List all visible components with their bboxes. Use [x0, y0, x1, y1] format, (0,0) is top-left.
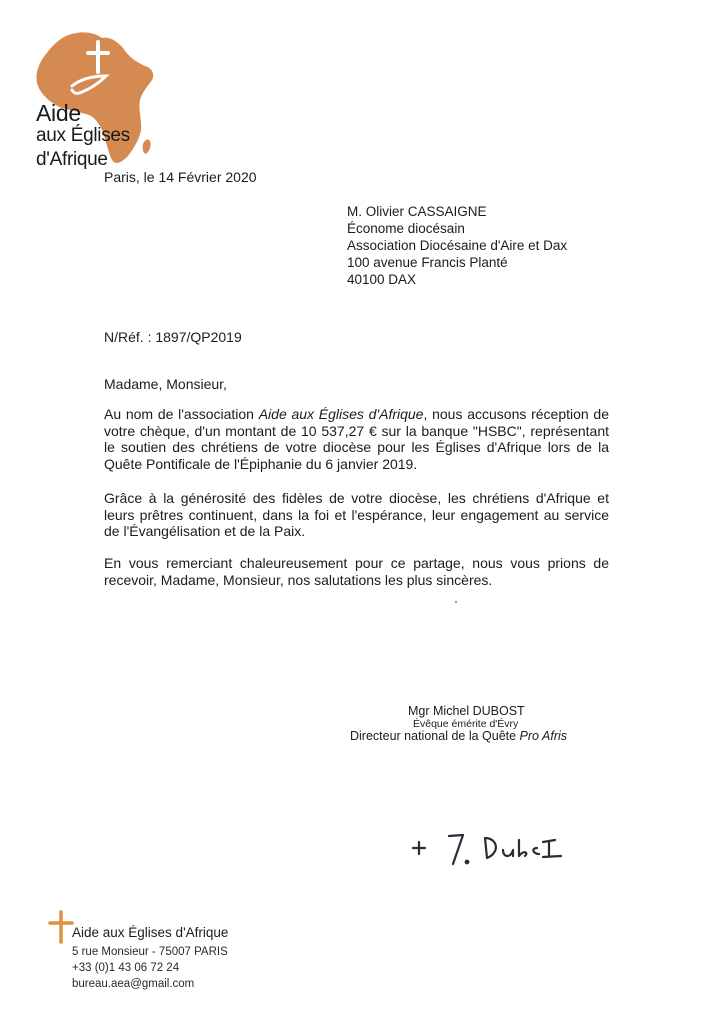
recipient-line: Économe diocésain	[347, 221, 465, 236]
signature-graphic	[405, 826, 575, 876]
signatory-name: Mgr Michel DUBOST	[408, 704, 525, 718]
body-paragraph-3: En vous remerciant chaleureusement pour ce partage, nous vous prions de recevoir, Madame, Monsieur, nos salutations les plus sincères.	[104, 555, 609, 588]
recipient-line: Association Diocésaine d'Aire et Dax	[347, 238, 568, 253]
recipient-address	[347, 203, 567, 288]
body-paragraph-1: Au nom de l'association Aide aux Églises d'Afrique, nous accusons réception de votre chèque, d'un montant de 10 537,27 € sur la banque "HSBC", représentant le soutien des chrétiens de votre diocèse pour les Églises d'Afrique lors de la Quête Pontificale de l'Épiphanie du 6 janvier 2019.	[104, 406, 609, 472]
salutation: Madame, Monsieur,	[104, 376, 227, 392]
footer-phone: +33 (0)1 43 06 72 24	[72, 962, 180, 974]
body-paragraph-2: Grâce à la générosité des fidèles de votre diocèse, les chrétiens d'Afrique et leurs prêtres continuent, dans la foi et l'espérance, leur engagement au service de l'Évangélisation et de la Paix.	[104, 490, 609, 539]
organization-name: Aide aux Églises d'Afrique	[258, 406, 424, 422]
footer-email: bureau.aea@gmail.com	[72, 978, 195, 990]
logo-line-3: d'Afrique	[36, 149, 108, 170]
recipient-line: M. Olivier CASSAIGNE	[347, 204, 487, 219]
recipient-line: 40100 DAX	[347, 272, 417, 287]
footer-address: 5 rue Monsieur - 75007 PARIS	[72, 946, 228, 958]
footer-contact	[72, 925, 228, 992]
signatory-title: Évêque émérite d'Évry	[413, 718, 519, 730]
recipient-line: 100 avenue Francis Planté	[347, 255, 508, 270]
scan-speck	[455, 601, 457, 603]
organization-logo	[28, 28, 164, 178]
madagascar-shape	[143, 139, 151, 153]
footer-organization: Aide aux Églises d'Afrique	[72, 925, 229, 940]
handwritten-signature	[405, 826, 575, 876]
signatory-role: Directeur national de la Quête Pro Afris	[350, 729, 568, 743]
reference-number: N/Réf. : 1897/QP2019	[104, 329, 242, 345]
logo-line-2: aux Églises	[36, 125, 130, 146]
letter-date: Paris, le 14 Février 2020	[104, 169, 257, 185]
logo-line-1: Aide	[36, 100, 81, 126]
